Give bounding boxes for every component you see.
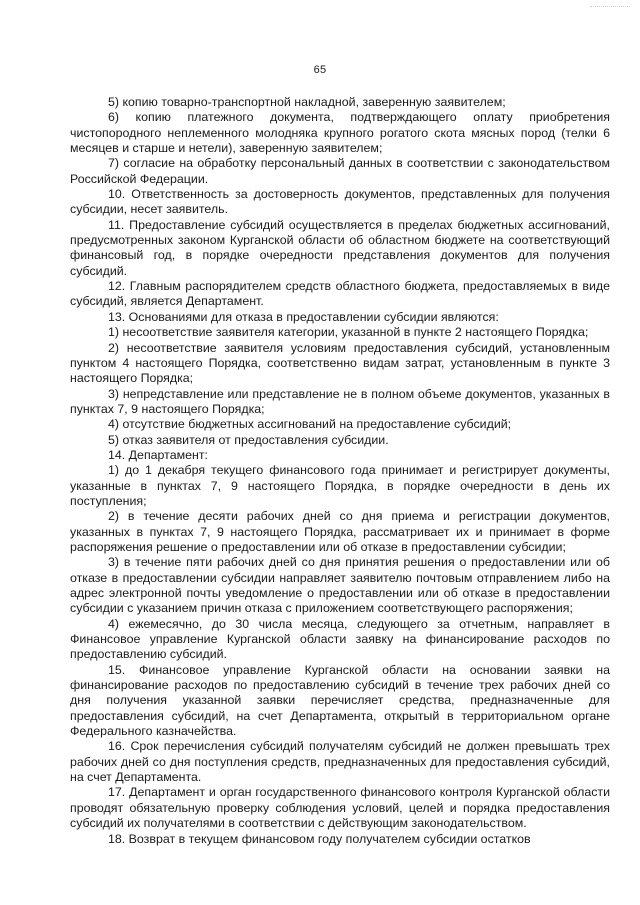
paragraph: 16. Срок перечисления субсидий получателям субсидий не должен превышать трех рабочих дней со дня поступления средств, предназначенных для предоставления субсидий, на счет Департамента.: [70, 739, 610, 785]
paragraph: 17. Департамент и орган государственного финансового контроля Курганской области проводят обязательную проверку соблюдения условий, целей и порядка предоставления субсидий их получателями в соответствии с действующим законодательством.: [70, 785, 610, 831]
paragraph: 4) ежемесячно, до 30 числа месяца, следующего за отчетным, направляет в Финансовое управление Курганской области заявку на финансирование расходов по предоставлению субсидий.: [70, 616, 610, 662]
paragraph: 5) копию товарно-транспортной накладной, заверенную заявителем;: [108, 95, 506, 109]
scan-artifact: [590, 6, 630, 9]
paragraph: 1) несоответствие заявителя категории, указанной в пункте 2 настоящего Порядка;: [108, 325, 589, 340]
paragraph: 1) до 1 декабря текущего финансового года принимает и регистрирует документы, указанные в пунктах 7, 9 настоящего Порядка, в порядке очередности в день их поступления;: [70, 463, 610, 508]
paragraph: 14. Департамент:: [108, 447, 208, 462]
paragraph: 3) непредставление или представление не в полном объеме документов, указанных в пунктах 7, 9 настоящего Порядка;: [70, 386, 610, 416]
paragraph: 4) отсутствие бюджетных ассигнований на предоставление субсидий;: [108, 417, 512, 432]
document-body: [70, 95, 610, 847]
paragraph: 2) в течение десяти рабочих дней со дня приема и регистрации документов, указанных в пунктах 7, 9 настоящего Порядка, рассматривает их и принимает в форме распоряжения решение о предоставлении или об отказе в предоставлении субсидии;: [70, 509, 610, 554]
paragraph: 12. Главным распорядителем средств областного бюджета, предоставляемых в виде субсидий, является Департамент.: [70, 279, 610, 309]
paragraph: 5) отказ заявителя от предоставления субсидии.: [108, 432, 389, 447]
paragraph: 11. Предоставление субсидий осуществляется в пределах бюджетных ассигнований, предусмотренных законом Курганской области об областном бюджете на соответствующий финансовый год, в порядке очередности представления документов для получения субсидий.: [70, 217, 610, 278]
paragraph: 10. Ответственность за достоверность документов, представленных для получения субсидии, несет заявитель.: [70, 187, 610, 217]
page-number: 65: [313, 64, 327, 76]
paragraph: 7) согласие на обработку персональный данных в соответствии с законодательством Российской Федерации.: [70, 156, 610, 186]
paragraph: 13. Основаниями для отказа в предоставлении субсидии являются:: [108, 309, 499, 324]
paragraph: 6) копию платежного документа, подтверждающего оплату приобретения чистопородного неплеменного молодняка крупного рогатого скота мясных пород (телки 6 месяцев и старше и нетели), заверенную заявителем;: [70, 110, 610, 156]
paragraph: 18. Возврат в текущем финансовом году получателем субсидии остатков: [108, 831, 531, 846]
paragraph: 2) несоответствие заявителя условиям предоставления субсидий, установленным пунктом 4 настоящего Порядка, соответственно видам затрат, установленным в пункте 3 настоящего Порядка;: [70, 340, 610, 386]
paragraph: 3) в течение пяти рабочих дней со дня принятия решения о предоставлении или об отказе в предоставлении субсидии направляет заявителю почтовым отправлением либо на адрес электронной почты уведомление о предоставлении или об отказе в предоставлении субсидии с указанием причин отказа с приложением соответствующего распоряжения;: [70, 555, 610, 616]
paragraph: 15. Финансовое управление Курганской области на основании заявки на финансирование расходов по предоставлению субсидий в течение трех рабочих дней со дня получения указанной заявки перечисляет средства, предназначенные для предоставления субсидий, на счет Департамента, открытый в территориальном органе Федерального казначейства.: [70, 662, 610, 739]
